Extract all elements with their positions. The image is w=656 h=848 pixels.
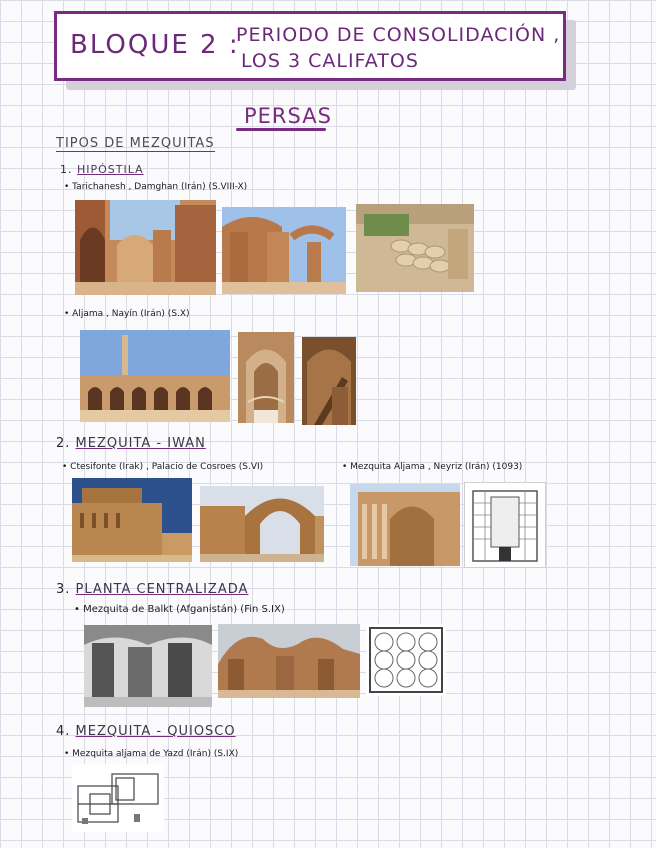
bullet-yazd: • Mezquita aljama de Yazd (Irán) (S.IX) [64,749,239,759]
photo-tarichanesh-aerial [356,204,474,292]
bullet-aljama-nayin: • Aljama , Nayín (Irán) (S.X) [64,309,190,319]
bullet-neyriz: • Mezquita Aljama , Neyriz (Irán) (1093) [342,462,523,472]
heading-hipostila [60,163,144,176]
photo-nayin-mihrab [238,332,294,423]
photo-nayin-courtyard [80,330,230,422]
title-line-2: LOS 3 CALIFATOS [241,50,419,72]
photo-neyriz-iwan [350,484,460,566]
title-line-1: PERIODO DE CONSOLIDACIÓN , [236,24,561,46]
heading-label: PLANTA CENTRALIZADA [75,582,249,597]
section-title: PERSAS [244,104,332,128]
photo-ctesifonte-arch [200,486,324,562]
bullet-ctesifonte: • Ctesifonte (Irak) , Palacio de Cosroes (S.VI) [62,462,264,472]
photo-neyriz-plan [464,482,546,568]
heading-quiosco [56,724,236,739]
photo-nayin-minbar [302,337,356,425]
photo-ctesifonte-palace [72,478,192,562]
heading-iwan [56,436,206,451]
heading-number: 3. [56,582,71,597]
photo-balkt-ruins [218,624,360,698]
bullet-balkt: • Mezquita de Balkt (Afganistán) (Fin S.IX) [74,604,285,615]
heading-number: 4. [56,724,71,739]
photo-balkt-columns [84,625,212,707]
photo-tarichanesh-arcade [75,200,216,295]
title-block: BLOQUE 2 : [70,30,240,60]
types-heading: TIPOS DE MEZQUITAS [56,136,215,151]
section-underline [236,128,326,131]
heading-label: MEZQUITA - IWAN [75,436,206,451]
heading-planta-centralizada [56,582,248,597]
photo-yazd-plan [72,764,164,832]
heading-number: 1. [60,163,73,176]
heading-label: HIPÓSTILA [77,163,144,176]
photo-tarichanesh-columns [222,207,346,294]
heading-number: 2. [56,436,71,451]
bullet-tarichanesh: • Tarichanesh , Damghan (Irán) (S.VIII-X) [64,182,248,192]
photo-balkt-plan [366,624,446,696]
heading-label: MEZQUITA - QUIOSCO [75,724,236,739]
